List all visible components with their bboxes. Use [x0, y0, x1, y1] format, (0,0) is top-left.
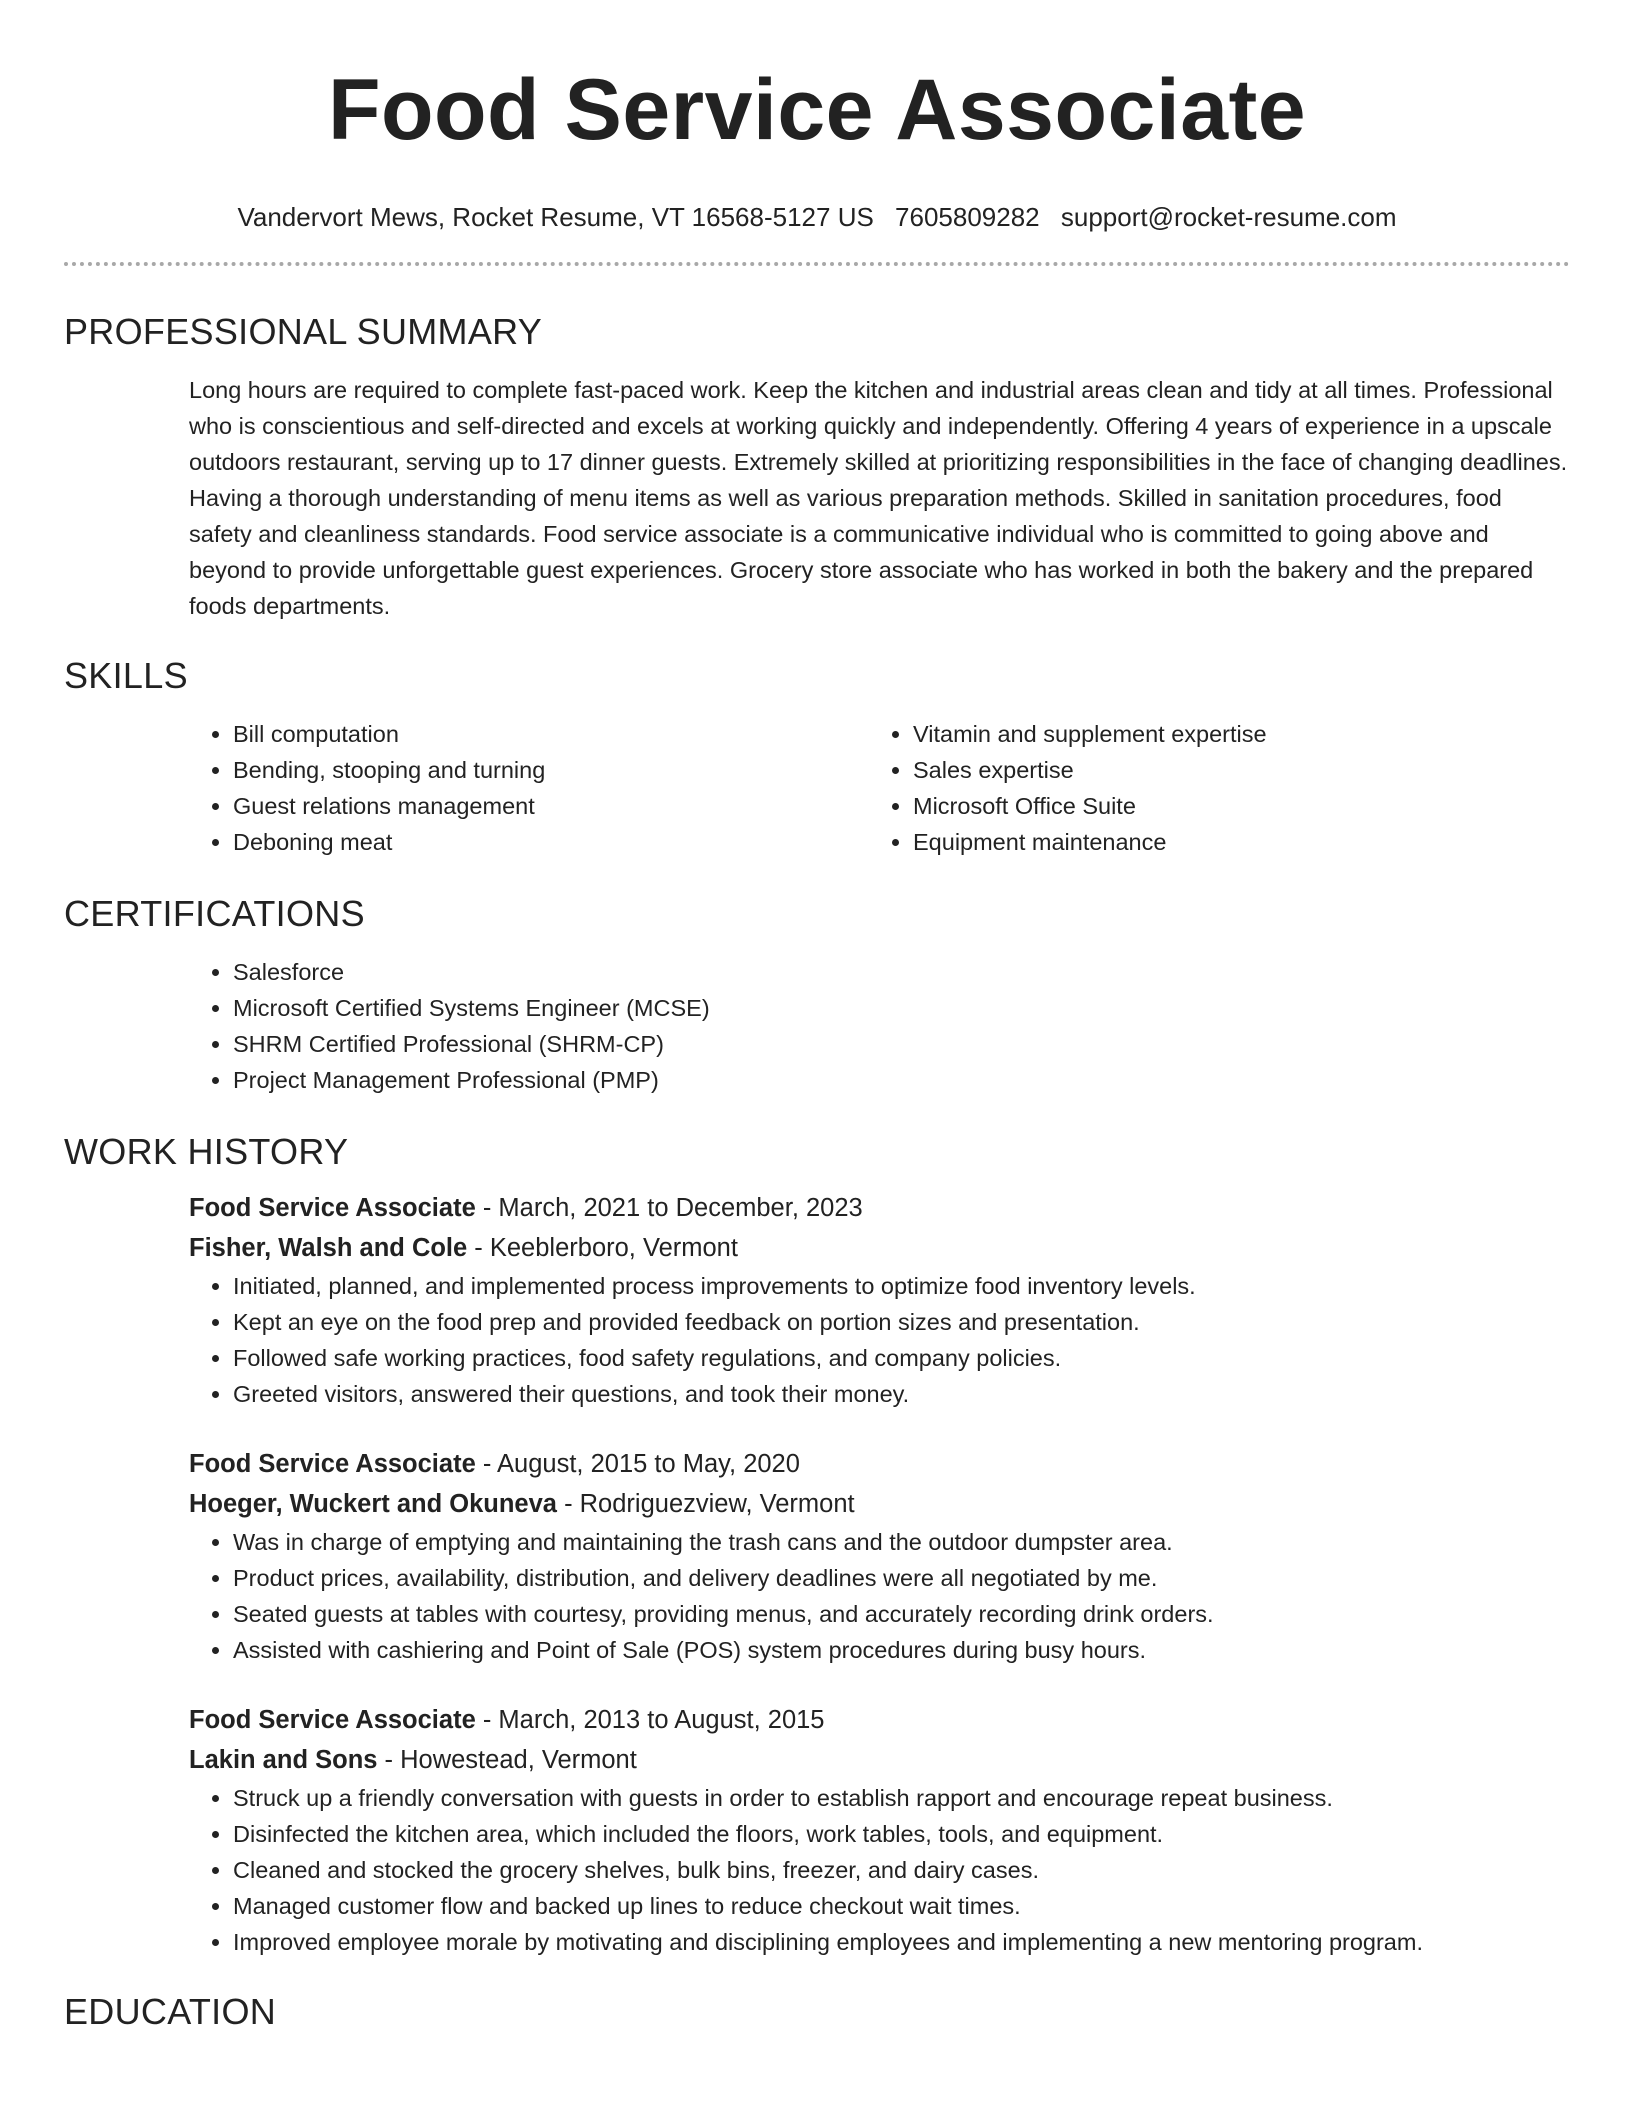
skill-item: • Bending, stooping and turning — [233, 752, 869, 788]
certification-item: • SHRM Certified Professional (SHRM-CP) — [233, 1026, 1570, 1062]
skill-item: • Deboning meat — [233, 824, 869, 860]
certifications-list — [189, 954, 1570, 1098]
skills-column-right — [869, 716, 1549, 860]
job-company: Fisher, Walsh and Cole — [189, 1234, 468, 1262]
skill-item: • Vitamin and supplement expertise — [913, 716, 1549, 752]
job-duty: • Followed safe working practices, food safety regulations, and company policies. — [233, 1340, 1570, 1376]
job-entry — [189, 1188, 1570, 1412]
job-title: Food Service Associate — [189, 1450, 476, 1478]
job-dates: - March, 2021 to December, 2023 — [475, 1194, 863, 1222]
job-duty: • Kept an eye on the food prep and provided feedback on portion sizes and presentation. — [233, 1304, 1570, 1340]
job-duties — [189, 1524, 1570, 1668]
job-duty: • Struck up a friendly conversation with guests in order to establish rapport and encourage repeat business. — [233, 1780, 1570, 1816]
summary-text: Long hours are required to complete fast-paced work. Keep the kitchen and industrial areas clean and tidy at all times. Professional who is conscientious and self-directed and excels at working quickly and independently. Offering 4 years of experience in a upscale outdoors restaurant, serving up to 17 dinner guests. Extremely skilled at prioritizing responsibilities in the face of changing deadlines. Having a thorough understanding of menu items as well as various preparation methods. Skilled in sanitation procedures, food safety and cleanliness standards. Food service associate is a communicative individual who is committed to going above and beyond to provide unforgettable guest experiences. Grocery store associate who has worked in both the bakery and the prepared foods departments. — [189, 377, 1568, 619]
job-dates: - March, 2013 to August, 2015 — [475, 1706, 825, 1734]
job-title-line — [189, 1188, 1570, 1228]
job-duties — [189, 1780, 1570, 1960]
resume-page — [64, 0, 1570, 2034]
job-title-line — [189, 1700, 1570, 1740]
job-duty: • Initiated, planned, and implemented process improvements to optimize food inventory levels. — [233, 1268, 1570, 1304]
contact-address: Vandervort Mews, Rocket Resume, VT 16568-5127 US — [237, 202, 874, 232]
contact-email: support@rocket-resume.com — [1060, 202, 1397, 232]
job-duty: • Greeted visitors, answered their questions, and took their money. — [233, 1376, 1570, 1412]
section-title-education: EDUCATION — [64, 1991, 277, 2032]
job-location: - Keeblerboro, Vermont — [467, 1234, 738, 1262]
job-entry — [189, 1444, 1570, 1668]
job-duty: • Was in charge of emptying and maintaining the trash cans and the outdoor dumpster area. — [233, 1524, 1570, 1560]
certification-item: • Microsoft Certified Systems Engineer (MCSE) — [233, 990, 1570, 1026]
certification-item: • Project Management Professional (PMP) — [233, 1062, 1570, 1098]
job-duty: • Seated guests at tables with courtesy, providing menus, and accurately recording drink orders. — [233, 1596, 1570, 1632]
contact-phone: 7605809282 — [895, 202, 1040, 232]
job-company-line — [189, 1228, 1570, 1268]
job-title-line — [189, 1444, 1570, 1484]
job-duty: • Managed customer flow and backed up lines to reduce checkout wait times. — [233, 1888, 1570, 1924]
skill-item: • Sales expertise — [913, 752, 1549, 788]
job-title: Food Service Associate — [189, 1706, 476, 1734]
skill-item: • Microsoft Office Suite — [913, 788, 1549, 824]
job-duty: • Product prices, availability, distribution, and delivery deadlines were all negotiated by me. — [233, 1560, 1570, 1596]
skills-list — [189, 716, 1570, 860]
skill-item: • Equipment maintenance — [913, 824, 1549, 860]
skill-item: • Guest relations management — [233, 788, 869, 824]
job-location: - Howestead, Vermont — [377, 1746, 637, 1774]
job-location: - Rodriguezview, Vermont — [556, 1490, 855, 1518]
job-company: Hoeger, Wuckert and Okuneva — [189, 1490, 557, 1518]
job-duty: • Cleaned and stocked the grocery shelves, bulk bins, freezer, and dairy cases. — [233, 1852, 1570, 1888]
job-duty: • Disinfected the kitchen area, which included the floors, work tables, tools, and equipment. — [233, 1816, 1570, 1852]
skills-column-left — [189, 716, 869, 860]
job-company: Lakin and Sons — [189, 1746, 378, 1774]
work-history-list — [189, 1188, 1570, 1960]
section-title-skills: SKILLS — [64, 655, 188, 696]
section-title-certifications: CERTIFICATIONS — [64, 893, 365, 934]
section-title-summary: PROFESSIONAL SUMMARY — [64, 311, 543, 352]
job-company-line — [189, 1740, 1570, 1780]
job-entry — [189, 1700, 1570, 1960]
job-title: Food Service Associate — [189, 1194, 476, 1222]
job-duty: • Improved employee morale by motivating and disciplining employees and implementing a new mentoring program. — [233, 1924, 1570, 1960]
contact-line — [64, 200, 1570, 234]
skill-item: • Bill computation — [233, 716, 869, 752]
certification-item: • Salesforce — [233, 954, 1570, 990]
job-dates: - August, 2015 to May, 2020 — [475, 1450, 800, 1478]
section-title-work-history: WORK HISTORY — [64, 1131, 349, 1172]
job-duties — [189, 1268, 1570, 1412]
job-duty: • Assisted with cashiering and Point of Sale (POS) system procedures during busy hours. — [233, 1632, 1570, 1668]
header-divider — [64, 262, 1570, 266]
job-company-line — [189, 1484, 1570, 1524]
resume-title: Food Service Associate — [327, 62, 1307, 158]
